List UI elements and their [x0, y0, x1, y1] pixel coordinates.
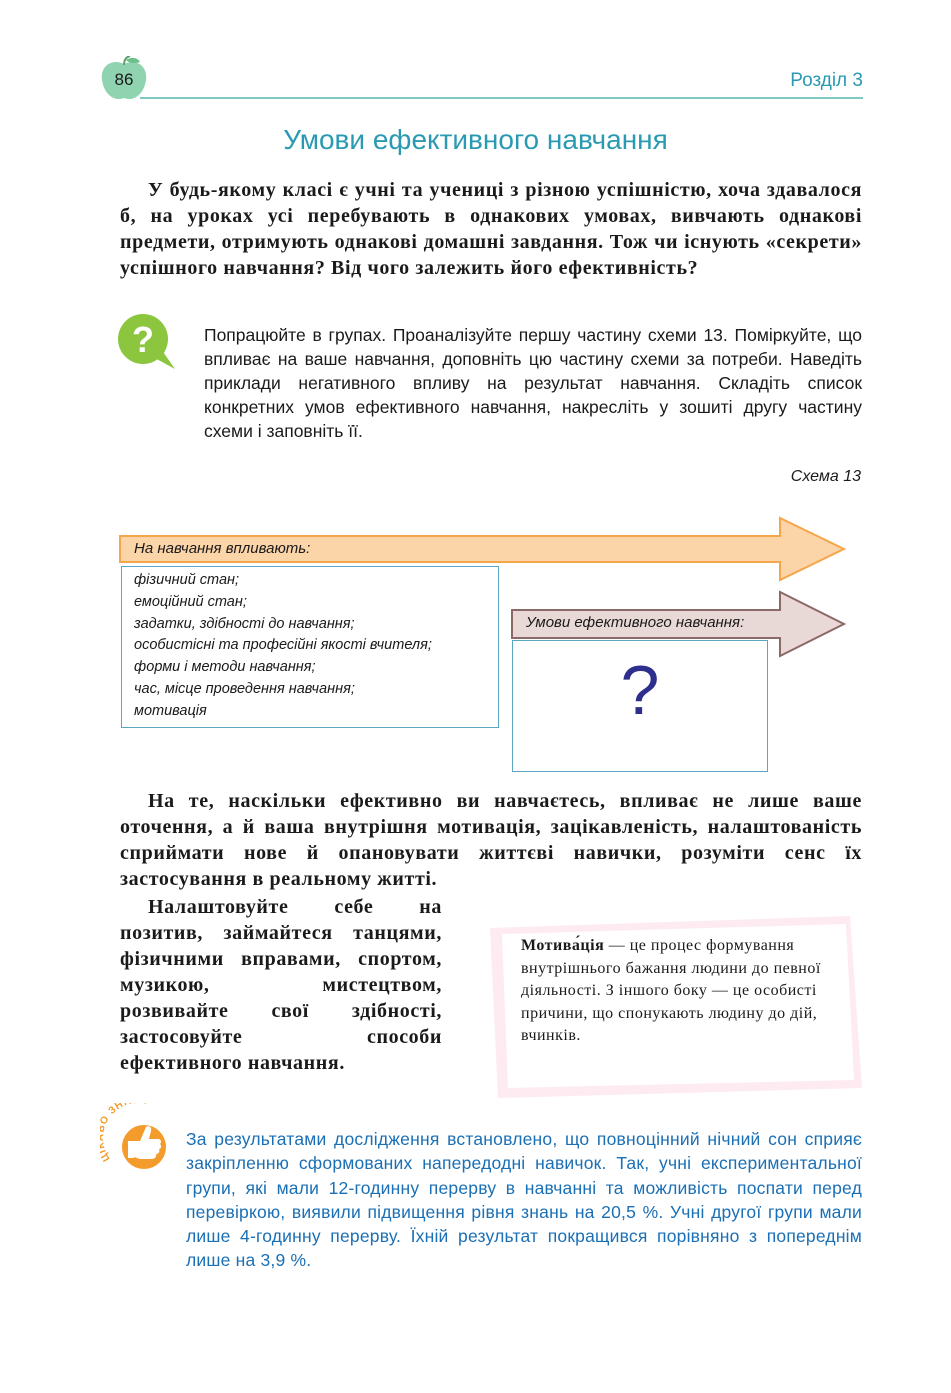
- section-label: Розділ 3: [790, 70, 863, 91]
- badge-text: Ц ЗН: [100, 1103, 126, 1164]
- scheme-caption: Схема 13: [790, 468, 861, 485]
- influence-item: форми і методи навчання;: [134, 659, 316, 676]
- influence-item: особистісні та професійні якості вчителя;: [134, 637, 432, 654]
- page-number-badge: [100, 56, 148, 102]
- influence-list: [134, 570, 494, 723]
- interesting-fact-badge: [100, 1103, 180, 1175]
- advice-paragraph: Налаштовуйте себе на позитив, займайтеся танцями, фізичними вправами, спортом, музикою, мистецтвом, розвивайте свої здібності, застосовуйте способи ефективного навчання.: [120, 896, 442, 1074]
- influence-item: задатки, здібності до навчання;: [134, 615, 355, 632]
- question-icon: [117, 313, 179, 371]
- page-number: 86: [114, 70, 134, 89]
- thumbs-up-icon: [122, 1125, 166, 1169]
- interesting-fact-text: За результатами дослідження встановлено, що повноцінний нічний сон сприяє закріпленню сформованих напередодні навичок. Так, учні експериментальної групи, які мали 12-годинну перерву в навчанні та можливість поспати перед перевіркою, виявили підвищення рівня знань на 20,5 %. Учні другої групи мали лише 4-годинну перерву. Їхній результат покращився порівняно з попереднім лише на 3,9 %.: [186, 1129, 862, 1271]
- conditions-label: Умови ефективного навчання:: [526, 614, 745, 631]
- header-rule: [140, 97, 863, 99]
- influence-item: емоційний стан;: [134, 593, 247, 610]
- definition-term: Мотива́ція: [521, 937, 605, 954]
- intro-paragraph: У будь-якому класі є учні та учениці з різною успішністю, хоча здавалося б, на уроках усі перебувають в однакових умовах, вивчають однакові предмети, отримують однакові домашні завдання. Тож чи існують «секрети» успішного навчання? Від чого залежить його ефективність?: [120, 179, 862, 279]
- motivation-paragraph: На те, наскільки ефективно ви навчаєтесь, впливає не лише ваше оточення, а й ваша внутрішня мотивація, зацікавленість, налаштованість сприймати нове й опановувати життєві навички, розуміти сенс їх застосування в реальному житті.: [120, 790, 862, 890]
- svg-text:?: ?: [132, 319, 154, 360]
- conditions-placeholder: ?: [620, 651, 660, 729]
- influence-item: фізичний стан;: [134, 572, 240, 588]
- influence-item: мотивація: [134, 702, 207, 719]
- influence-item: час, місце проведення навчання;: [134, 680, 355, 697]
- definition-text: [521, 935, 831, 1048]
- influence-label: На навчання впливають:: [134, 540, 311, 557]
- task-text: Попрацюйте в групах. Проаналізуйте першу частину схеми 13. Поміркуйте, що впливає на ваше навчання, доповніть цю частину схеми за потреби. Наведіть приклади негативного впливу на результат навчання. Складіть список конкретних умов ефективного навчання, накресліть у зошиті другу частину схеми і заповніть її.: [204, 325, 862, 441]
- page-title: Умови ефективного навчання: [283, 124, 668, 155]
- definition-body: — це процес формування внутрішнього бажання людини до певної діяльності. З іншого боку — це особисті причини, що спонукають людину до дій, вчинків.: [521, 937, 821, 1045]
